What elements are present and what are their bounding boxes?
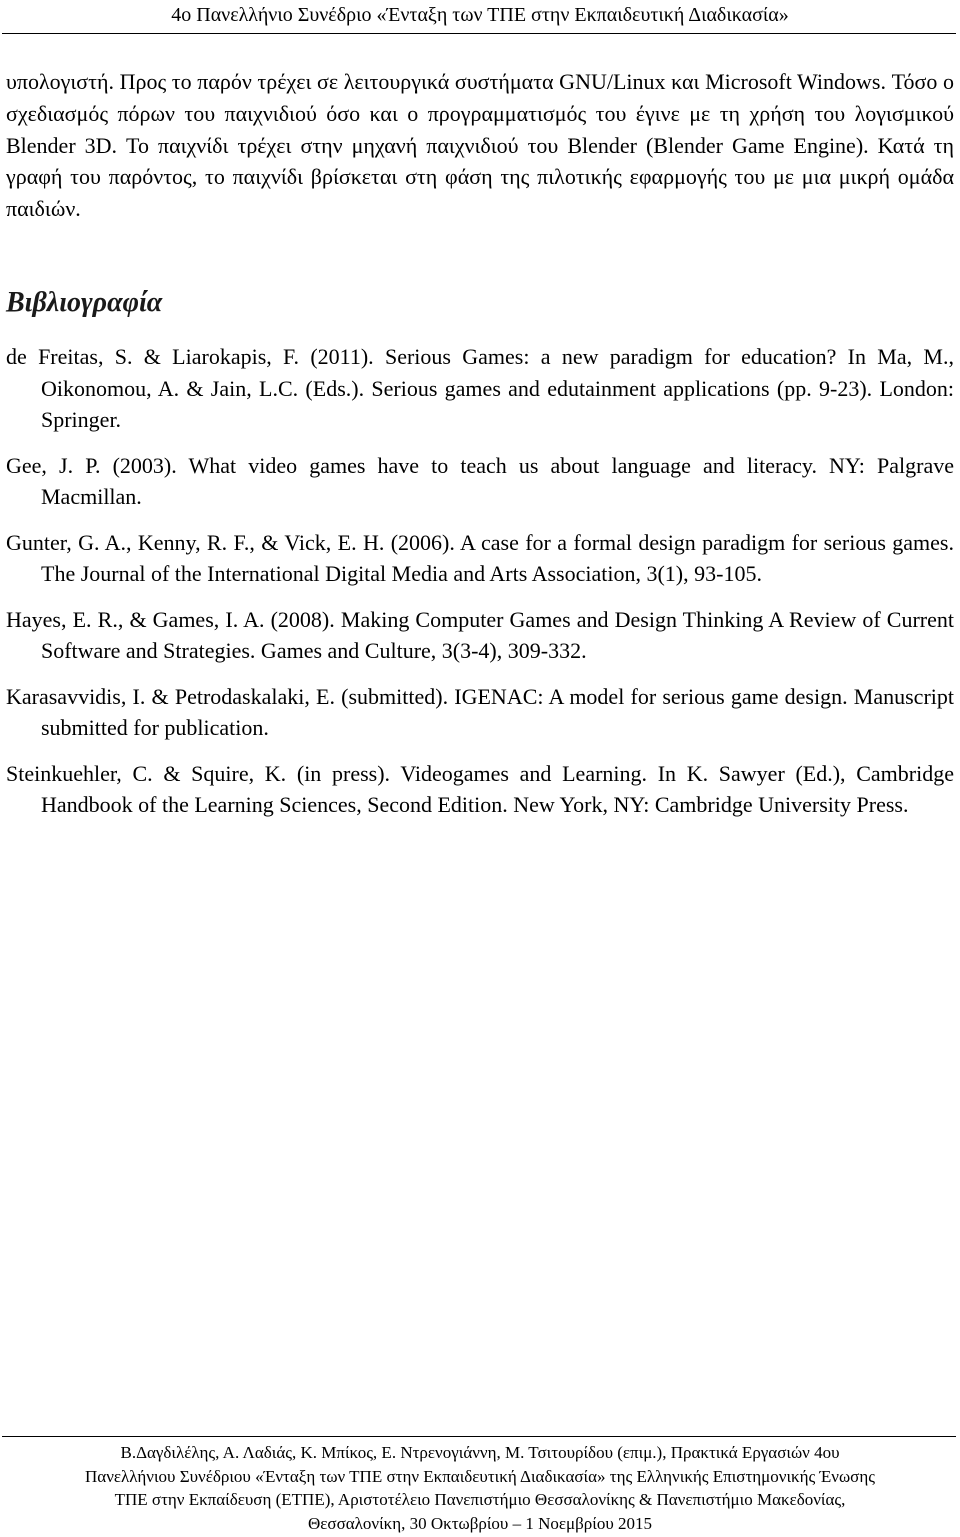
footer-line: Θεσσαλονίκη, 30 Οκτωβρίου – 1 Νοεμβρίου 2015	[307, 1513, 652, 1533]
reference-item: Gee, J. P. (2003). What video games have to teach us about language and literacy. NY: Palgrave Macmillan.	[6, 452, 954, 509]
header-title: 4ο Πανελλήνιο Συνέδριο «Ένταξη των ΤΠΕ στην Εκπαιδευτική Διαδικασία»	[171, 4, 789, 26]
page-footer	[0, 1441, 960, 1535]
body-paragraph: υπολογιστή. Προς το παρόν τρέχει σε λειτουργικά συστήματα GNU/Linux και Microsoft Windows. Τόσο ο σχεδιασμός πόρων του παιχνιδιού όσο και ο προγραμματισμός του έγινε με τη χρήση του λογισμικού Blender 3D. Το παιχνίδι τρέχει στην μηχανή παιχνιδιού του Blender (Blender Game Engine). Κατά τη γραφή του παρόντος, το παιχνίδι βρίσκεται στη φάση της πιλοτικής εφαρμογής του με μια μικρή ομάδα παιδιών.	[6, 69, 954, 222]
bibliography-heading: Βιβλιογραφία	[6, 287, 163, 318]
reference-item: Hayes, E. R., & Games, I. A. (2008). Making Computer Games and Design Thinking A Review of Current Software and Strategies. Games and Culture, 3(3-4), 309-332.	[6, 606, 954, 663]
footer-line: ΤΠΕ στην Εκπαίδευση (ΕΤΠΕ), Αριστοτέλειο Πανεπιστήμιο Θεσσαλονίκης & Πανεπιστήμιο Μακεδονίας,	[114, 1490, 846, 1509]
reference-item: Gunter, G. A., Kenny, R. F., & Vick, E. H. (2006). A case for a formal design paradigm for serious games. The Journal of the International Digital Media and Arts Association, 3(1), 93-105.	[6, 529, 954, 586]
footer-line: Πανελλήνιου Συνέδριου «Ένταξη των ΤΠΕ στην Εκπαιδευτική Διαδικασία» της Ελληνικής Επιστημονικής Ένωσης	[85, 1466, 875, 1486]
footer-line: Β.Δαγδιλέλης, Α. Λαδιάς, Κ. Μπίκος, Ε. Ντρενογιάννη, Μ. Τσιτουρίδου (επιμ.), Πρακτικά Εργασιών 4ου	[120, 1443, 840, 1462]
reference-item: Steinkuehler, C. & Squire, K. (in press). Videogames and Learning. In K. Sawyer (Ed.), Cambridge Handbook of the Learning Sciences, Second Edition. New York, NY: Cambridge University Press.	[6, 760, 954, 817]
running-header	[0, 0, 960, 34]
reference-item: Karasavvidis, I. & Petrodaskalaki, E. (submitted). IGENAC: A model for serious game design. Manuscript submitted for publication.	[6, 683, 954, 740]
header-divider	[2, 33, 956, 34]
footer-divider	[2, 1436, 956, 1437]
reference-item: de Freitas, S. & Liarokapis, F. (2011). Serious Games: a new paradigm for education? In Ma, M., Oikonomou, A. & Jain, L.C. (Eds.). Serious games and edutainment applications (pp. 9-23). London: Springer.	[6, 344, 954, 432]
reference-list	[6, 341, 954, 835]
